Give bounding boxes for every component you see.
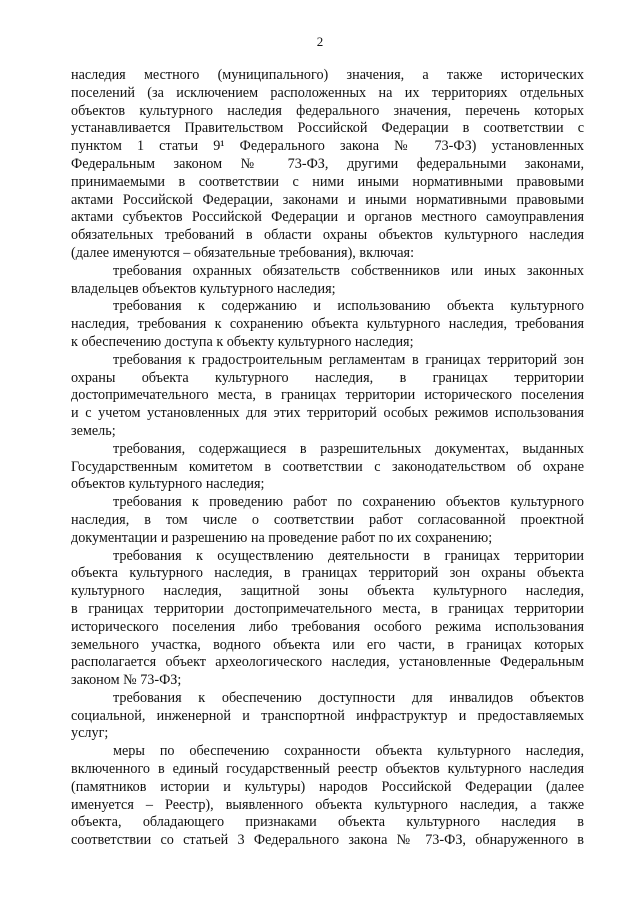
text-line: (далее именуются – обязательные требования), включая: (71, 244, 415, 261)
document-body (71, 67, 584, 850)
text-line: включенного в единый государственный реестр объектов культурного наследия (71, 761, 584, 778)
text-line: наследия, в том числе о соответствии работ согласованной проектной (71, 511, 584, 528)
text-line: объектов культурного наследия; (71, 476, 265, 493)
text-line: земельного участка, водного объекта или его части, в границах которых (71, 636, 584, 653)
page-number: 2 (316, 34, 324, 49)
text-line: актами субъектов Российской Федерации и органов местного самоуправления (71, 209, 584, 226)
text-line: наследия местного (муниципального) значения, а также исторических (71, 67, 584, 83)
text-line: требования к обеспечению доступности для инвалидов объектов (113, 689, 584, 706)
text-line: поселений (за исключением расположенных на их территориях отдельных (71, 84, 584, 101)
text-line: меры по обеспечению сохранности объекта культурного наследия, (113, 743, 584, 760)
text-line: требования к градостроительным регламентам в границах территорий зон (113, 351, 584, 368)
text-line: принимаемыми в соответствии с ними иными нормативными правовыми (71, 173, 584, 190)
text-line: владельцев объектов культурного наследия; (71, 280, 336, 297)
text-line: к обеспечению доступа к объекту культурного наследия; (71, 333, 414, 350)
text-line: пунктом 1 статьи 9¹ Федерального закона № 73-ФЗ) установленных (71, 138, 584, 155)
text-line: устанавливается Правительством Российской Федерации в соответствии с (71, 120, 584, 137)
text-line: располагается объект археологического наследия, установленные Федеральным (71, 654, 584, 671)
text-line: объекта, обладающего признаками объекта культурного наследия в (71, 814, 584, 831)
text-line: законом № 73-ФЗ; (71, 672, 182, 689)
text-line: обязательных требований в области охраны объектов культурного наследия (71, 227, 584, 244)
text-line: исторического поселения либо требования особого режима использования (71, 618, 584, 635)
text-line: именуется – Реестр), выявленного объекта культурного наследия, а также (71, 796, 584, 813)
text-line: охраны объекта культурного наследия, в границах территории (71, 369, 584, 386)
text-line: земель; (71, 422, 116, 439)
text-line: объекта культурного наследия, в границах территорий зон охраны объекта (71, 565, 584, 582)
text-line: в границах территории достопримечательного места, в границах территории (71, 600, 584, 617)
text-line: объектов культурного наследия федерального значения, перечень которых (71, 102, 584, 119)
text-line: (памятников истории и культуры) народов Российской Федерации (далее (71, 778, 584, 795)
text-line: актами Российской Федерации, законами и иными нормативными правовыми (71, 191, 584, 208)
text-line: культурного наследия, защитной зоны объекта культурного наследия, (71, 583, 584, 600)
text-line: Федеральным законом № 73-ФЗ, другими федеральными законами, (71, 155, 584, 172)
text-line: требования к содержанию и использованию объекта культурного (113, 298, 584, 315)
text-line: документации и разрешению на проведение работ по их сохранению; (71, 529, 493, 546)
text-line: требования к осуществлению деятельности в границах территории (113, 547, 584, 564)
text-line: требования, содержащиеся в разрешительных документах, выданных (113, 440, 584, 457)
text-line: требования охранных обязательств собственников или иных законных (113, 262, 584, 279)
text-line: и с учетом установленных для этих территорий особых режимов использования (71, 405, 584, 422)
text-line: требования к проведению работ по сохранению объектов культурного (113, 494, 584, 511)
text-line: наследия, требования к сохранению объекта культурного наследия, требования (71, 316, 584, 333)
text-line: соответствии со статьей 3 Федерального закона № 73-ФЗ, обнаруженного в (71, 832, 584, 849)
text-line: достопримечательного места, в границах территории исторического поселения (71, 387, 584, 404)
text-line: социальной, инженерной и транспортной инфраструктур и предоставляемых (71, 707, 584, 724)
text-line: услуг; (71, 725, 109, 742)
text-line: Государственным комитетом в соответствии с законодательством об охране (71, 458, 584, 475)
